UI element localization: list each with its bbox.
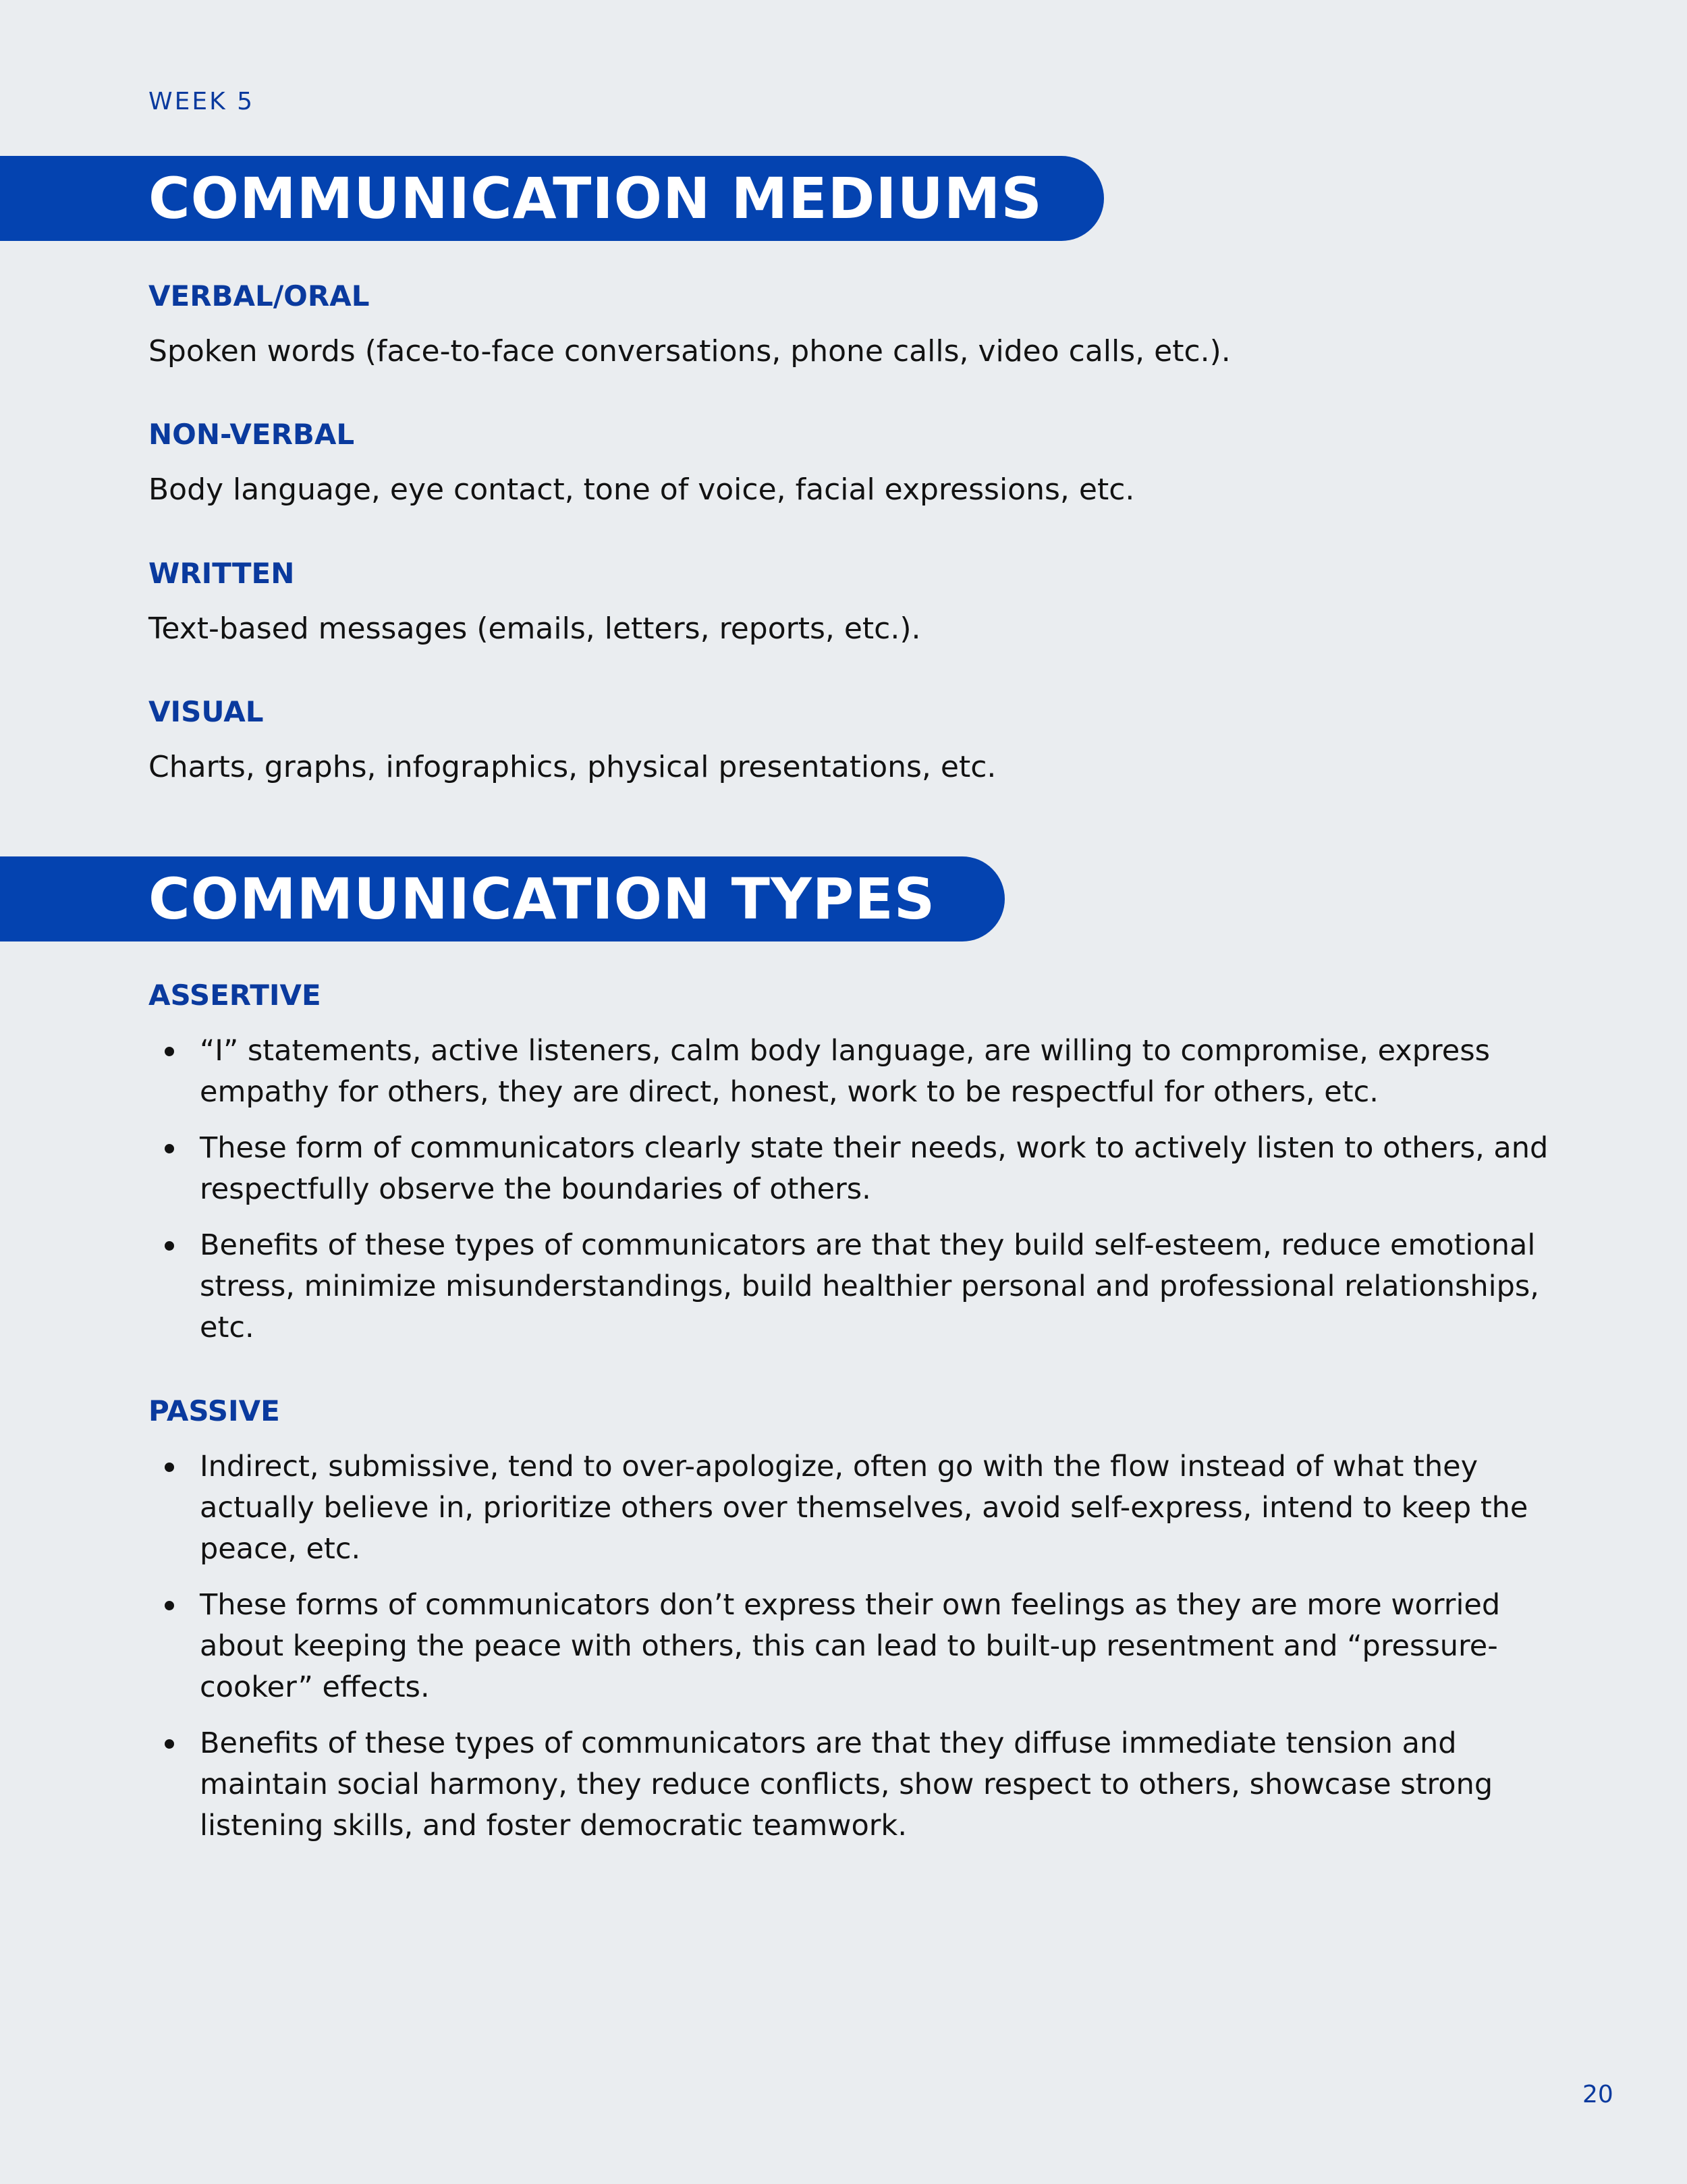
- passive-bullet-list: [148, 1446, 1566, 1861]
- bullet-dot-icon: [165, 1047, 174, 1056]
- medium-heading-nonverbal: NON-VERBAL: [148, 418, 355, 451]
- bullet-dot-icon: [165, 1144, 174, 1153]
- medium-text-verbal: Spoken words (face-to-face conversations, phone calls, video calls, etc.).: [148, 334, 1231, 368]
- list-item: [148, 1128, 1566, 1210]
- type-heading-passive: PASSIVE: [148, 1394, 280, 1427]
- medium-text-nonverbal: Body language, eye contact, tone of voice, facial expressions, etc.: [148, 472, 1135, 507]
- bullet-text: These forms of communicators don’t express their own feelings as they are more worried about keeping the peace with others, this can lead to built-up resentment and “pressure-cooker” effects.: [200, 1588, 1501, 1704]
- bullet-text: Benefits of these types of communicators are that they build self-esteem, reduce emotional stress, minimize misunderstandings, build healthier personal and professional relationships, etc.: [200, 1228, 1539, 1344]
- bullet-text: These form of communicators clearly state their needs, work to actively listen to others, and respectfully observe the boundaries of others.: [200, 1131, 1549, 1206]
- medium-heading-written: WRITTEN: [148, 557, 295, 590]
- bullet-dot-icon: [165, 1739, 174, 1749]
- list-item: [148, 1723, 1566, 1847]
- section-banner-mediums: [0, 156, 1104, 241]
- list-item: [148, 1585, 1566, 1708]
- section-title-mediums: COMMUNICATION MEDIUMS: [148, 165, 1043, 231]
- bullet-text: Benefits of these types of communicators are that they diffuse immediate tension and maintain social harmony, they reduce conflicts, show respect to others, showcase strong listening skills, and foster democratic teamwork.: [200, 1726, 1493, 1842]
- list-item: [148, 1225, 1566, 1348]
- medium-text-visual: Charts, graphs, infographics, physical presentations, etc.: [148, 750, 997, 784]
- bullet-dot-icon: [165, 1241, 174, 1251]
- bullet-text: Indirect, submissive, tend to over-apologize, often go with the flow instead of what they actually believe in, prioritize others over themselves, avoid self-express, intend to keep the peace, etc.: [200, 1450, 1528, 1566]
- bullet-dot-icon: [165, 1463, 174, 1472]
- page-number: 20: [1582, 2081, 1613, 2108]
- bullet-dot-icon: [165, 1601, 174, 1610]
- medium-heading-verbal: VERBAL/ORAL: [148, 279, 370, 312]
- assertive-bullet-list: [148, 1031, 1566, 1363]
- medium-text-written: Text-based messages (emails, letters, reports, etc.).: [148, 611, 921, 646]
- section-banner-types: [0, 856, 1005, 941]
- list-item: [148, 1446, 1566, 1570]
- list-item: [148, 1031, 1566, 1113]
- section-title-types: COMMUNICATION TYPES: [148, 866, 936, 932]
- type-heading-assertive: ASSERTIVE: [148, 979, 321, 1012]
- week-label: WEEK 5: [148, 88, 255, 115]
- medium-heading-visual: VISUAL: [148, 695, 264, 728]
- bullet-text: “I” statements, active listeners, calm body language, are willing to compromise, express empathy for others, they are direct, honest, work to be respectful for others, etc.: [200, 1034, 1491, 1109]
